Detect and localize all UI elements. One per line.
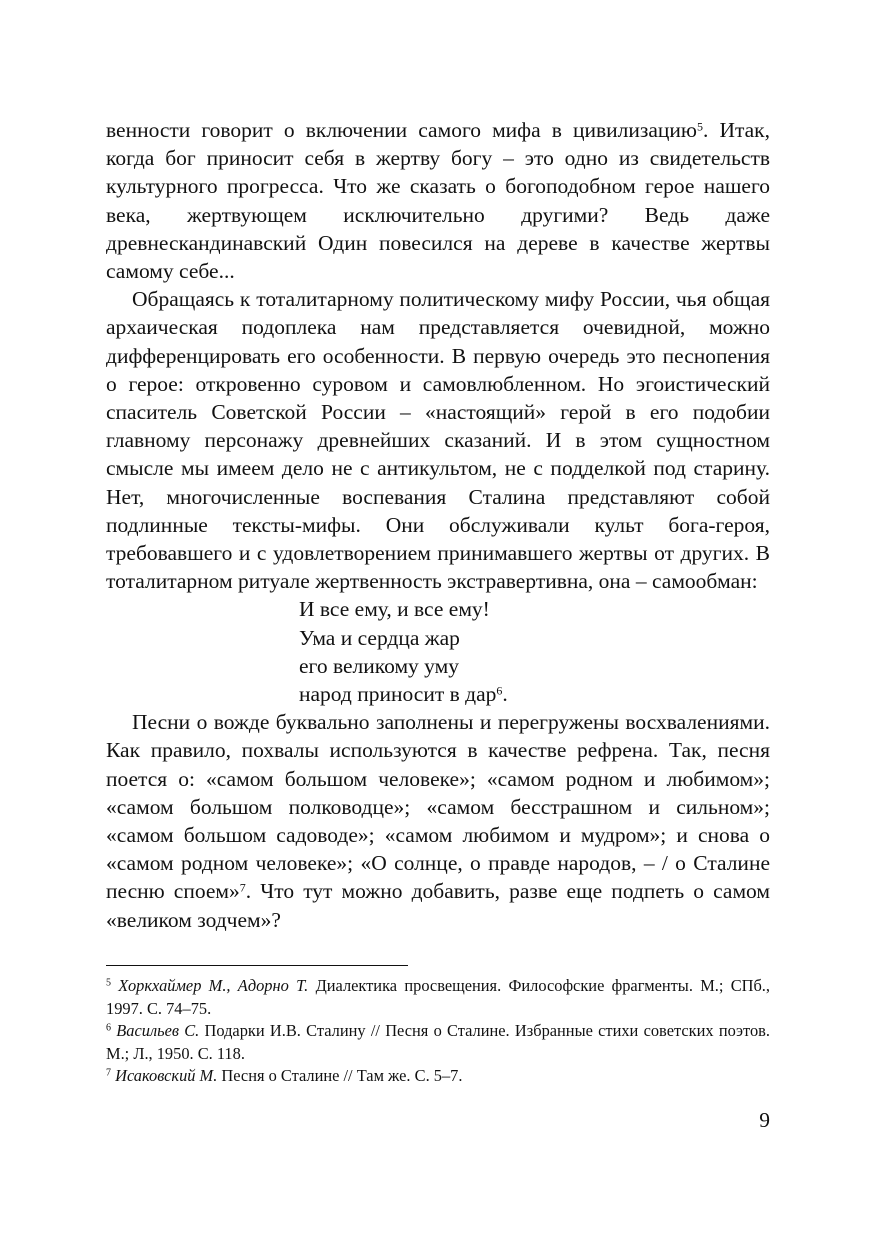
paragraph-text-tail: . Что тут можно добавить, разве еще подпеть о самом «великом зодчем»? — [106, 879, 770, 932]
paragraph-1 — [106, 116, 770, 285]
paragraph-text: Обращаясь к тоталитарному политическому мифу России, чья общая архаическая подоплека нам представляется очевидной, можно дифференцировать его особенности. В первую очередь это песнопения о герое: откровенно суровом и самовлюбленном. Но эгоистический спаситель Советской России – «настоящий» герой в его подобии главному персонажу древнейших сказаний. И в этом сущностном смысле мы имеем дело не с антикультом, не с подделкой под старину. Нет, многочисленные воспевания Сталина представляют собой подлинные тексты-мифы. Они обслуживали культ бога-героя, требовавшего и с удовлетворением принимавшего жертвы от других. В тоталитарном ритуале жертвенность экстравертивна, она – самообман: — [106, 287, 770, 594]
poem-line: И все ему, и все ему! — [299, 597, 490, 622]
footnote-ref-6[interactable]: 6 — [496, 683, 503, 698]
footnote-author: Васильев С. — [116, 1021, 200, 1040]
paragraph-3 — [106, 708, 770, 934]
poem-line: Ума и сердца жар — [299, 625, 460, 650]
footnote-number: 6 — [106, 1022, 111, 1034]
page-number: 9 — [759, 1108, 770, 1132]
footnote-separator — [106, 965, 408, 966]
footnote-text: Песня о Сталине // Там же. С. 5–7. — [217, 1066, 463, 1085]
footnote-number: 5 — [106, 977, 111, 989]
paragraph-text: венности говорит о включении самого мифа в цивилизацию — [106, 118, 697, 142]
footnote-ref-7[interactable]: 7 — [239, 880, 246, 895]
body-text — [106, 116, 770, 934]
footnote-7 — [106, 1065, 770, 1088]
footnote-6 — [106, 1020, 770, 1065]
footnote-text: Диалектика просвещения. Философские фрагменты. М.; СПб., 1997. С. 74–75. — [106, 976, 770, 1018]
poem-line-text: народ приносит в дар — [299, 682, 497, 707]
footnote-5 — [106, 975, 770, 1020]
footnote-author: Хоркхаймер М., Адорно Т. — [118, 976, 309, 995]
paragraph-text: Песни о вожде буквально заполнены и перегружены восхвалениями. Как правило, похвалы используются в качестве рефрена. Так, песня поется о: «самом большом человеке»; «самом родном и любимом»; «самом большом полководце»; «самом бесстрашном и сильном»; «самом большом садоводе»; «самом любимом и мудром»; и снова о «самом родном человеке»; «О солнце, о правде народов, – / о Сталине песню споем» — [106, 710, 770, 904]
poem-line: его великому уму — [299, 653, 460, 678]
footnote-text: Подарки И.В. Сталину // Песня о Сталине. Избранные стихи советских поэтов. М.; Л., 1950. С. 118. — [106, 1021, 770, 1063]
poem-quote — [299, 595, 770, 708]
poem-line-last — [299, 680, 770, 708]
footnotes — [106, 975, 770, 1088]
footnote-ref-5[interactable]: 5 — [696, 119, 703, 134]
paragraph-text-tail: . Итак, когда бог приносит себя в жертву богу – это одно из свидетельств культурного прогресса. Что же сказать о богоподобном герое нашего века, жертвующем исключительно другими? Ведь даже древнескандинавский Один повесился на дереве в качестве жертвы самому себе... — [106, 118, 770, 284]
poem-line-tail: . — [502, 682, 508, 707]
paragraph-2 — [106, 285, 770, 595]
footnote-number: 7 — [106, 1067, 111, 1079]
footnote-author: Исаковский М. — [115, 1066, 218, 1085]
